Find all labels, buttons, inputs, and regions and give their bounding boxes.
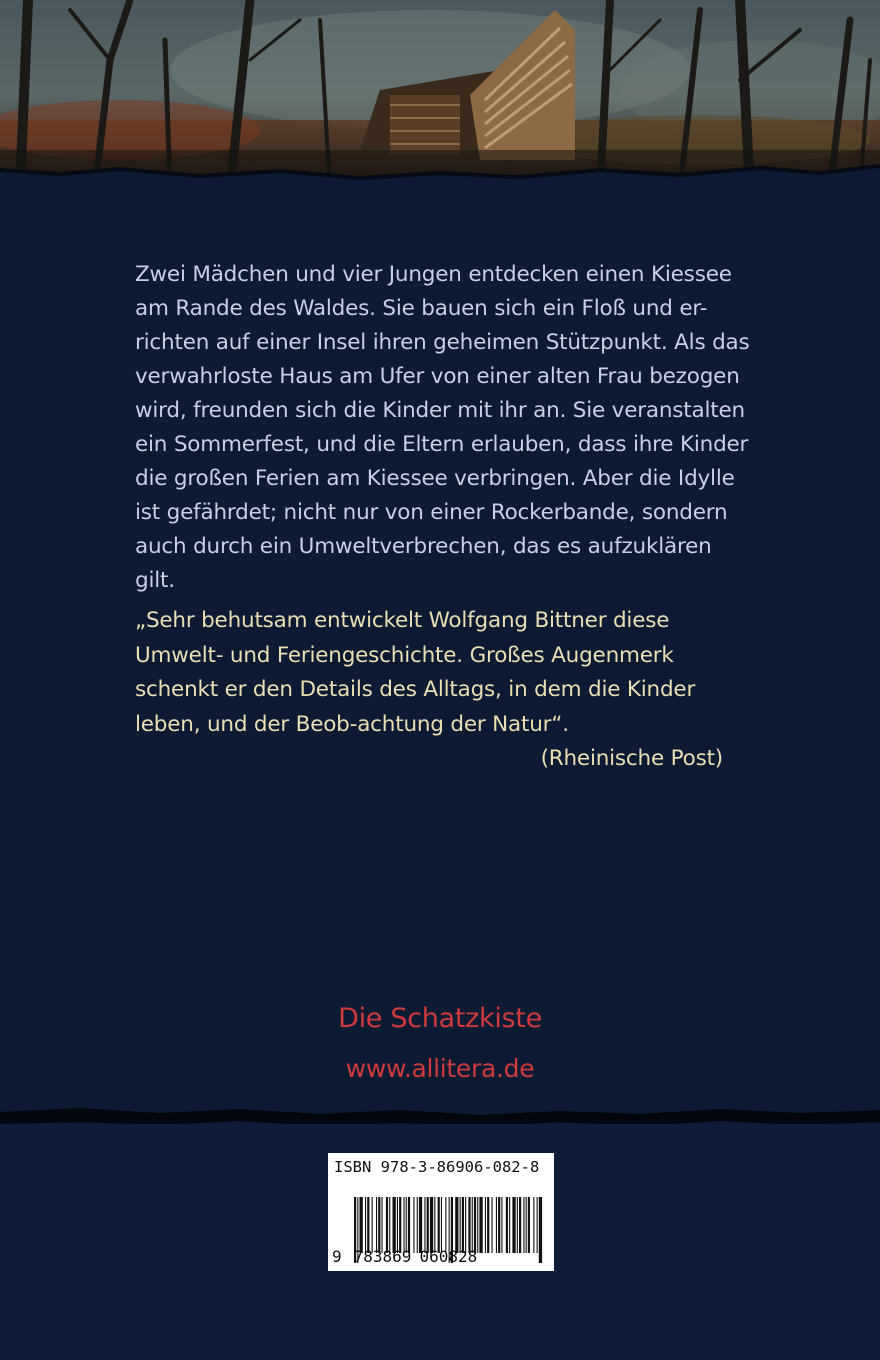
review-quote <box>135 604 755 777</box>
barcode-bar <box>465 1197 466 1253</box>
barcode-bar <box>537 1197 538 1253</box>
barcode-bar <box>496 1197 497 1253</box>
barcode-bar <box>474 1197 476 1253</box>
ean-right-group: 060828 <box>419 1247 478 1266</box>
barcode-bar <box>413 1197 414 1253</box>
barcode-bar <box>445 1197 446 1253</box>
barcode-bar <box>376 1197 377 1253</box>
barcode-bar <box>386 1197 388 1253</box>
review-source: (Rheinische Post) <box>540 746 723 771</box>
barcode-bar <box>393 1197 396 1253</box>
barcode-bar <box>441 1197 442 1253</box>
barcode-bar <box>487 1197 489 1253</box>
barcode-bar <box>438 1197 440 1253</box>
barcode-bar <box>455 1197 458 1253</box>
barcode-bar <box>477 1197 478 1253</box>
barcode-bar <box>517 1197 518 1253</box>
barcode-bar <box>399 1197 401 1253</box>
barcode-bar <box>479 1197 482 1253</box>
barcode-bar <box>528 1197 530 1253</box>
barcode-bar <box>408 1197 410 1253</box>
barcode-bar <box>501 1197 502 1253</box>
barcode-bar <box>526 1197 527 1253</box>
barcode-bar <box>533 1197 534 1253</box>
barcode-bar <box>434 1197 435 1253</box>
barcode-bar <box>498 1197 500 1253</box>
isbn-barcode <box>328 1153 554 1271</box>
barcode-bar <box>472 1197 473 1253</box>
barcode-bar <box>406 1197 407 1253</box>
barcode-bar <box>430 1197 433 1253</box>
barcode-bar <box>397 1197 398 1253</box>
barcode-bar <box>485 1197 486 1253</box>
barcode-bar <box>367 1197 369 1253</box>
barcode-bar <box>519 1197 521 1253</box>
barcode-bar <box>427 1197 429 1253</box>
barcode-bar <box>506 1197 508 1253</box>
barcode-bar <box>523 1197 524 1253</box>
barcode-bar <box>468 1197 470 1253</box>
barcode-bar <box>419 1197 422 1253</box>
book-blurb: Zwei Mädchen und vier Jungen entdecken einen Kiessee am Rande des Waldes. Sie bauen sich ein Floß und er-richten auf einer Insel ihren geheimen Stützpunkt. Als das verwahrloste Haus am Ufer von einer alten Frau bezogen wird, freunden sich die Kinder mit ihr an. Sie veranstalten ein Sommerfest, und die Eltern erlauben, dass ihre Kinder die großen Ferien am Kiessee verbringen. Aber die Idylle ist gefährdet; nicht nur von einer Rockerbande, sondern auch durch ein Umweltverbrechen, das es aufzuklären gilt. <box>135 262 750 593</box>
barcode-bar <box>360 1197 363 1253</box>
barcode-bar <box>460 1197 461 1253</box>
barcode-bar <box>404 1197 405 1253</box>
ean-first-digit: 9 <box>332 1247 342 1266</box>
review-quote-text: „Sehr behutsam entwickelt Wolfgang Bittner diese Umwelt- und Feriengeschichte. Großes Augenmerk schenkt er den Details des Alltags, in dem die Kinder leben, und der Beob-achtung der Natur“. <box>135 608 696 737</box>
barcode-bar <box>365 1197 366 1253</box>
barcode-bar <box>389 1197 390 1253</box>
barcode-bar <box>382 1197 383 1253</box>
barcode-bar <box>424 1197 425 1253</box>
ean-digits <box>332 1247 550 1266</box>
barcode-bar <box>378 1197 380 1253</box>
torn-paper-edge-top <box>0 160 880 200</box>
series-title: Die Schatzkiste <box>338 1003 542 1034</box>
barcode-bar <box>417 1197 418 1253</box>
isbn-number: ISBN 978-3-86906-082-8 <box>334 1158 540 1176</box>
ean-left-group: 783869 <box>353 1247 412 1266</box>
barcode-bar <box>372 1197 373 1253</box>
barcode-bar <box>512 1197 515 1253</box>
barcode-bar <box>462 1197 464 1253</box>
barcode-bar <box>509 1197 510 1253</box>
publisher-website: www.allitera.de <box>345 1054 535 1083</box>
barcode-bar <box>492 1197 493 1253</box>
